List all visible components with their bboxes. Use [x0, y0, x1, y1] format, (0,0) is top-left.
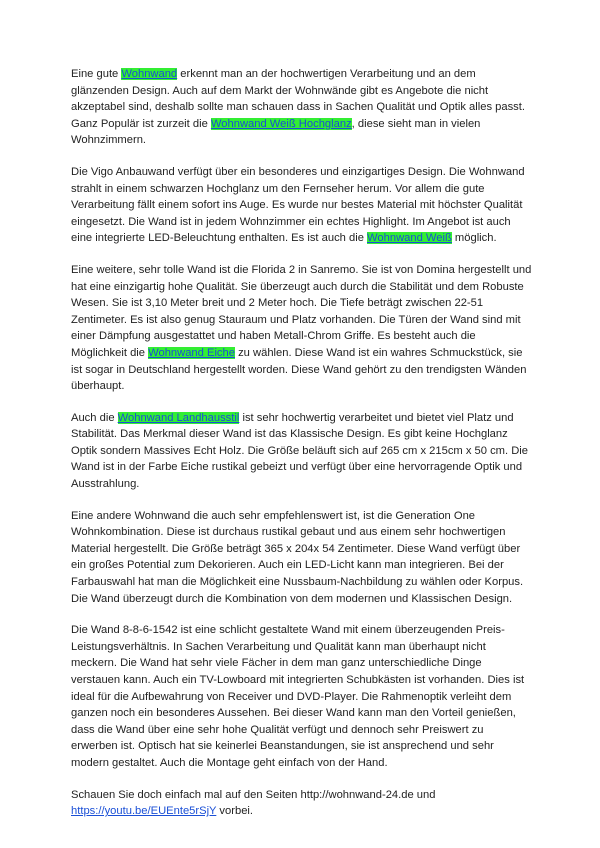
body-text: Die Vigo Anbauwand verfügt über ein besonderes und einzigartiges Design. Die Wohnwand strahlt in einem schwarzen Hochglanz um den Fernseher herum. Vor allem die gute Verarbeitung fällt einem sofort ins Auge. Es wurde nur bestes Material mit höchster Qualität eingesetzt. Die Wand ist in jedem Wohnzimmer ein echtes Highlight. Im Angebot ist auch eine integrierte LED-Beleuchtung enthalten. Es ist auch die — [71, 165, 525, 245]
paragraph-3 — [71, 262, 532, 395]
body-text: zu wählen. Diese Wand ist ein wahres Schmuckstück, sie ist sogar in Deutschland hergestellt worden. Diese Wand gehört zu den trendigsten Wänden überhaupt. — [71, 346, 527, 393]
highlighted-keyword-link[interactable]: Wohnwand Weiß — [367, 232, 452, 245]
body-text: möglich. — [451, 232, 497, 245]
highlighted-keyword-link[interactable]: Wohnwand Landhausstil — [117, 411, 240, 424]
body-text: Die Wand 8-8-6-1542 ist eine schlicht gestaltete Wand mit einem überzeugenden Preis-Leistungsverhältnis. In Sachen Verarbeitung und Qualität kann man überhaupt nicht meckern. Die Wand hat sehr viele Fächer in dem man ganz unterschiedliche Dinge verstauen kann. Auch ein TV-Lowboard mit integrierten Schubkästen ist vorhanden. Dies ist ideal für die Aufbewahrung von Receiver und DVD-Player. Die Rahmenoptik verleiht dem ganzen noch ein besonderes Aussehen. Bei dieser Wand kann man den Vorteil genießen, dass die Wand über eine sehr hohe Qualität verfügt und dennoch sehr Preiswert zu erwerben ist. Optisch hat sie keinerlei Beanstandungen, sie ist ansprechend und sehr modern gestaltet. Auch die Montage geht einfach von der Hand. — [71, 624, 525, 769]
paragraph-7 — [71, 787, 532, 820]
body-text: vorbei. — [216, 805, 254, 818]
paragraph-6 — [71, 622, 532, 771]
paragraph-5 — [71, 508, 532, 608]
body-text: Eine andere Wohnwand die auch sehr empfehlenswert ist, ist die Generation One Wohnkombination. Diese ist durchaus rustikal gebaut und aus einem sehr hochwertigen Material hergestellt. Die Größe beträgt 365 x 204x 54 Zentimeter. Diese Wand verfügt über ein großes Potential zum Dekorieren. Auch ein LED-Licht kann man integrieren. Bei der Farbauswahl hat man die Möglichkeit eine Nussbaum-Nachbildung zu wählen oder Korpus. Die Wand überzeugt durch die Kombination von dem modernen und Klassischen Design. — [71, 509, 524, 605]
body-text: ist sehr hochwertig verarbeitet und bietet viel Platz und Stabilität. Das Merkmal dieser Wand ist das Klassische Design. Es gibt keine Hochglanz Optik sondern Massives Echt Holz. Die Größe beläuft sich auf 265 cm x 215cm x 50 cm. Die Wand ist in der Farbe Eiche rustikal gebeizt und verfügt über eine hervorragende Optik und Ausstrahlung. — [71, 411, 529, 491]
paragraph-2 — [71, 164, 532, 247]
body-text: Eine gute — [71, 68, 122, 80]
body-text: Eine weitere, sehr tolle Wand ist die Florida 2 in Sanremo. Sie ist von Domina hergestellt und hat eine einzigartig hohe Qualität. Sie überzeugt auch durch die Stabilität und dem Robuste Wesen. Sie ist 3,10 Meter breit und 2 Meter hoch. Die Tiefe beträgt zwischen 22-51 Zentimeter. Es ist also genug Stauraum und Platz vorhanden. Die Türen der Wand sind mit einer Dämpfung ausgestattet und haben Metall-Chrom Griffe. Es besteht auch die Möglichkeit die — [71, 263, 532, 359]
paragraph-4 — [71, 410, 532, 493]
body-text: erkennt man an der hochwertigen Verarbeitung und an dem glänzenden Design. Auch auf dem Markt der Wohnwände gibt es Angebote die nicht akzeptabel sind, deshalb sollte man schauen dass in Sachen Qualität und Optik alles passt. Ganz Populär ist zurzeit die — [71, 68, 525, 130]
highlighted-keyword-link[interactable]: Wohnwand Eiche — [148, 346, 235, 359]
youtube-link[interactable]: https://youtu.be/EUEnte5rSjY — [71, 805, 217, 818]
body-text: Schauen Sie doch einfach mal auf den Seiten http://wohnwand-24.de und — [71, 788, 436, 801]
document-body — [71, 66, 532, 820]
paragraph-1 — [71, 66, 532, 149]
body-text: Auch die — [71, 411, 118, 424]
highlighted-keyword-link[interactable]: Wohnwand — [121, 68, 178, 80]
body-text: , diese sieht man in vielen Wohnzimmern. — [71, 117, 481, 147]
highlighted-keyword-link[interactable]: Wohnwand Weiß Hochglanz — [210, 117, 352, 130]
